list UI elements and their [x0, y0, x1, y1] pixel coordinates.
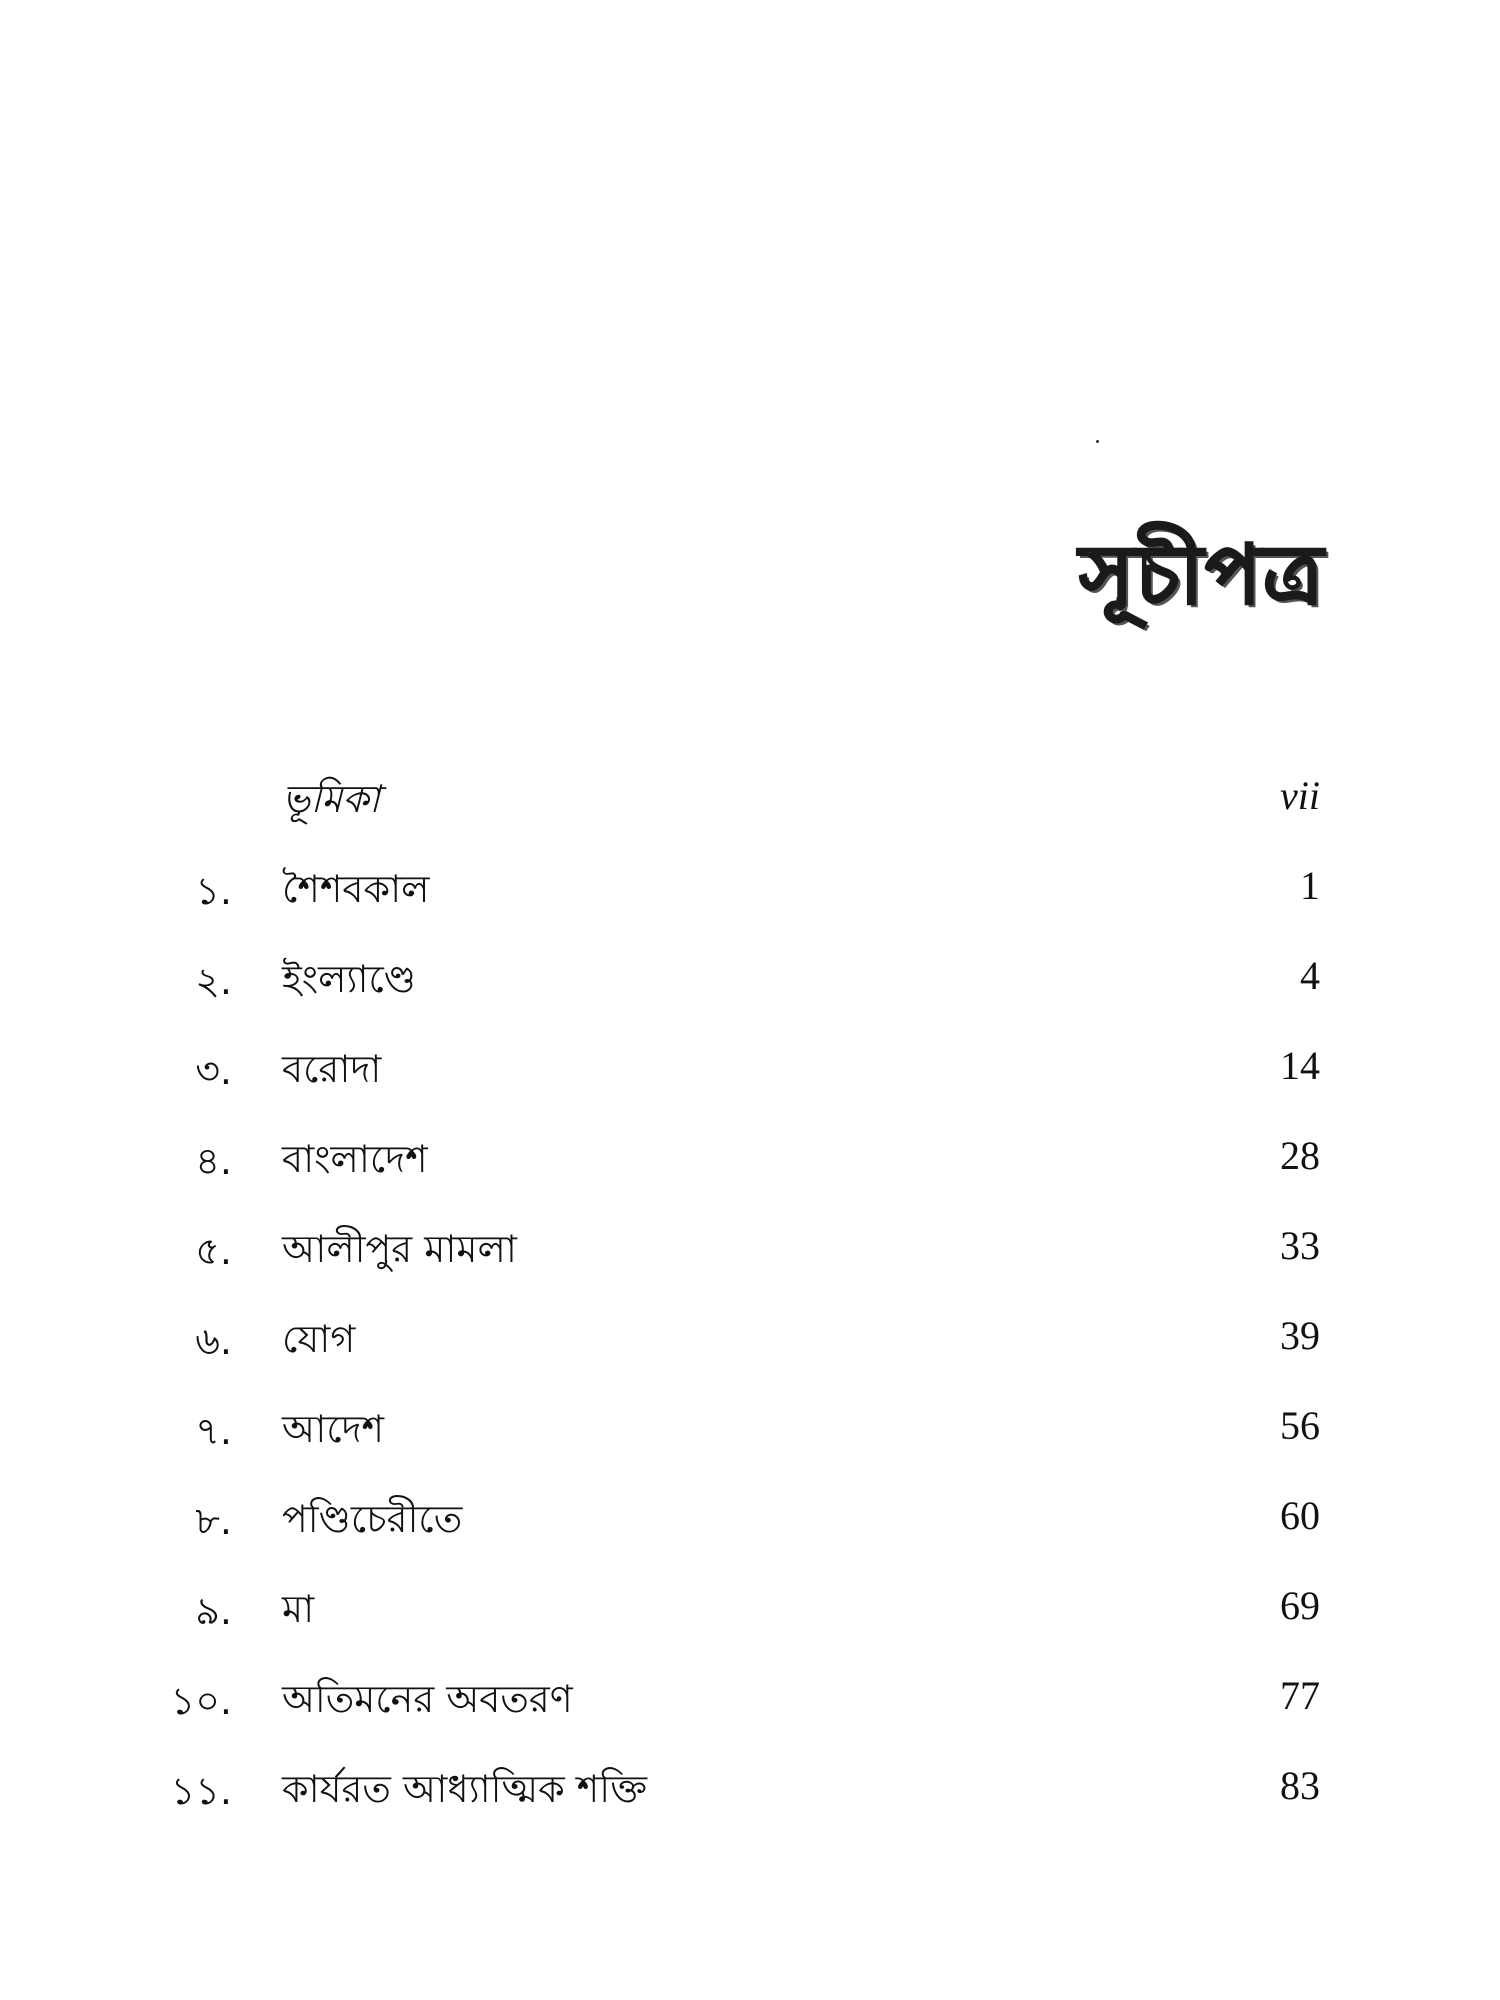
toc-entry-preface[interactable]: [0, 750, 1500, 840]
toc-entry-page: 1: [1300, 863, 1320, 908]
toc-entry-number: ৩.: [195, 1049, 232, 1093]
print-speck: [1096, 440, 1099, 443]
toc-entry-title: পণ্ডিচেরীতে: [282, 1497, 463, 1541]
toc-entry[interactable]: [0, 1290, 1500, 1380]
toc-entry-page: 56: [1280, 1403, 1320, 1448]
page-title: সূচীপত্র: [1079, 528, 1325, 623]
toc-entry-page: 33: [1280, 1223, 1320, 1268]
toc-entry-number: ১০.: [170, 1679, 232, 1723]
toc-entry[interactable]: [0, 1470, 1500, 1560]
toc-entry-page: vii: [1280, 773, 1320, 818]
toc-entry-title: কার্যরত আধ্যাত্মিক শক্তি: [282, 1767, 648, 1811]
toc-entry-page: 77: [1280, 1673, 1320, 1718]
toc-entry[interactable]: [0, 1200, 1500, 1290]
toc-entry-title: আলীপুর মামলা: [282, 1227, 517, 1271]
toc-entry-title: আদেশ: [282, 1407, 385, 1451]
table-of-contents: [0, 750, 1500, 1830]
toc-entry-number: ১.: [195, 869, 232, 913]
toc-entry[interactable]: [0, 840, 1500, 930]
toc-entry-title: বরোদা: [282, 1047, 382, 1091]
toc-entry[interactable]: [0, 930, 1500, 1020]
toc-entry-page: 60: [1280, 1493, 1320, 1538]
toc-entry-page: 39: [1280, 1313, 1320, 1358]
toc-entry[interactable]: [0, 1020, 1500, 1110]
toc-entry-number: ৬.: [195, 1319, 232, 1363]
toc-entry-title: ভূমিকা: [282, 777, 380, 821]
toc-entry-number: ২.: [195, 959, 232, 1003]
toc-entry-number: ৫.: [195, 1229, 232, 1273]
toc-entry-number: ৭.: [195, 1409, 232, 1453]
toc-entry-title: শৈশবকাল: [282, 867, 430, 911]
toc-entry[interactable]: [0, 1740, 1500, 1830]
toc-entry-title: বাংলাদেশ: [282, 1137, 428, 1181]
toc-entry-page: 83: [1280, 1763, 1320, 1808]
toc-entry[interactable]: [0, 1110, 1500, 1200]
toc-entry[interactable]: [0, 1650, 1500, 1740]
toc-entry-number: ৪.: [195, 1139, 232, 1183]
toc-entry-title: যোগ: [282, 1317, 356, 1361]
toc-entry-number: ৯.: [195, 1589, 232, 1633]
toc-entry-title: অতিমনের অবতরণ: [282, 1677, 573, 1721]
toc-entry-page: 69: [1280, 1583, 1320, 1628]
toc-entry-title: ইংল্যাণ্ডে: [282, 957, 416, 1001]
toc-entry-title: মা: [282, 1587, 315, 1631]
toc-entry[interactable]: [0, 1380, 1500, 1470]
toc-entry-page: 14: [1280, 1043, 1320, 1088]
toc-entry-page: 4: [1300, 953, 1320, 998]
toc-entry[interactable]: [0, 1560, 1500, 1650]
toc-entry-number: ১১.: [170, 1769, 232, 1813]
toc-entry-number: ৮.: [195, 1499, 232, 1543]
toc-entry-page: 28: [1280, 1133, 1320, 1178]
